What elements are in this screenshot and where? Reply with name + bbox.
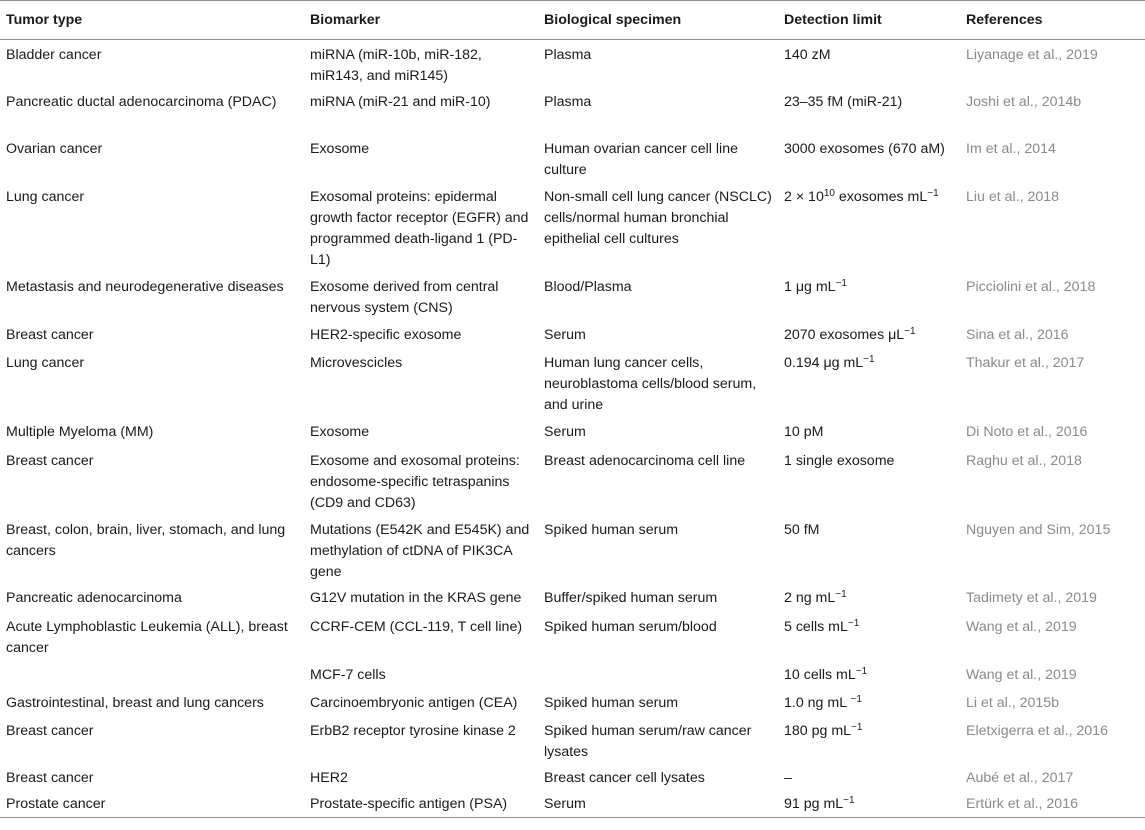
limit-exponent: −1 (843, 795, 855, 806)
limit-exponent: 10 (823, 188, 835, 199)
cell-specimen: Serum (544, 424, 586, 440)
limit-text: 5 cells mL (784, 619, 848, 635)
limit-exponent: −1 (835, 278, 847, 289)
cell-tumor-type: Breast cancer (6, 453, 94, 469)
limit-exponent: −1 (850, 694, 862, 705)
cell-reference: Wang et al., 2019 (966, 667, 1077, 683)
cell-detection-limit (778, 763, 960, 789)
cell-biomarker: miRNA (miR-21 and miR-10) (310, 94, 491, 110)
cell-reference: Liyanage et al., 2019 (966, 47, 1098, 63)
table-row (0, 660, 1145, 688)
limit-text: – (784, 770, 792, 786)
cell-biomarker: miRNA (miR-10b, miR-182, miR143, and miR145) (310, 47, 482, 84)
cell-detection-limit (778, 417, 960, 446)
cell-biomarker: Exosome derived from central nervous system (CNS) (310, 279, 499, 316)
cell-specimen: Spiked human serum (544, 522, 679, 538)
cell-detection-limit (778, 688, 960, 716)
cell-specimen: Serum (538, 789, 778, 818)
cell-tumor-type: Lung cancer (6, 189, 85, 205)
cell-detection-limit (778, 446, 960, 515)
cell-detection-limit (778, 87, 960, 134)
table-row (0, 688, 1145, 716)
cell-reference: Wang et al., 2019 (966, 619, 1077, 635)
limit-text: 10 pM (784, 424, 824, 440)
cell-specimen: Breast adenocarcinoma cell line (544, 453, 746, 469)
table-row (0, 87, 1145, 134)
cell-biomarker: Exosome (310, 424, 370, 440)
cell-specimen (538, 660, 778, 688)
cell-biomarker: HER2 (310, 770, 348, 786)
cell-specimen: Human lung cancer cells, neuroblastoma cells/blood serum, and urine (544, 355, 757, 413)
limit-text: 91 pg mL (784, 796, 844, 812)
limit-unit: exosomes mL (834, 189, 928, 205)
limit-text: 2 ng mL (784, 590, 836, 606)
table-row (0, 182, 1145, 272)
table-row (0, 612, 1145, 660)
limit-text: 1 single exosome (784, 453, 895, 469)
table-row (0, 134, 1145, 182)
cell-specimen: Spiked human serum/raw cancer lysates (544, 723, 752, 760)
cell-detection-limit (778, 515, 960, 583)
cell-reference: Thakur et al., 2017 (966, 355, 1085, 371)
cell-reference: Liu et al., 2018 (966, 189, 1060, 205)
cell-reference: Nguyen and Sim, 2015 (966, 522, 1111, 538)
header-tumor-type: Tumor type (0, 0, 304, 40)
limit-text: 10 cells mL (784, 667, 856, 683)
cell-specimen: Buffer/spiked human serum (544, 590, 718, 606)
cell-specimen: Plasma (544, 94, 592, 110)
header-references: References (960, 0, 1145, 40)
limit-text: 0.194 μg mL (784, 355, 864, 371)
cell-reference: Aubé et al., 2017 (966, 770, 1074, 786)
limit-text: 140 zM (784, 47, 831, 63)
limit-text: 180 pg mL (784, 723, 852, 739)
limit-exponent: −1 (835, 589, 847, 600)
cell-tumor-type: Lung cancer (6, 355, 85, 371)
cell-detection-limit (778, 272, 960, 320)
header-specimen: Biological specimen (538, 0, 778, 40)
table-header-row (0, 0, 1145, 40)
table-row (0, 716, 1145, 763)
cell-biomarker: G12V mutation in the KRAS gene (310, 590, 522, 606)
cell-specimen: Human ovarian cancer cell line culture (544, 141, 738, 178)
table-row (0, 417, 1145, 446)
cell-tumor-type: Multiple Myeloma (MM) (6, 424, 154, 440)
cell-detection-limit (778, 789, 960, 818)
cell-detection-limit (778, 583, 960, 612)
cell-specimen: Plasma (544, 47, 592, 63)
cell-biomarker: Mutations (E542K and E545K) and methylation of ctDNA of PIK3CA gene (310, 522, 530, 580)
table-row (0, 348, 1145, 417)
cell-tumor-type: Gastrointestinal, breast and lung cancers (6, 695, 264, 711)
header-biomarker: Biomarker (304, 0, 538, 40)
cell-reference: Di Noto et al., 2016 (966, 424, 1088, 440)
limit-text: 3000 exosomes (670 aM) (784, 141, 945, 157)
cell-tumor-type: Breast cancer (6, 327, 94, 343)
cell-biomarker: Prostate-specific antigen (PSA) (304, 789, 538, 818)
table-row (0, 515, 1145, 583)
cell-tumor-type: Breast, colon, brain, liver, stomach, and lung cancers (6, 522, 286, 559)
cell-biomarker: CCRF-CEM (CCL-119, T cell line) (310, 619, 523, 635)
limit-unit-exponent: −1 (927, 188, 939, 199)
cell-specimen: Spiked human serum (544, 695, 679, 711)
cell-tumor-type: Acute Lymphoblastic Leukemia (ALL), breast cancer (6, 619, 288, 656)
limit-exponent: −1 (855, 666, 868, 677)
cell-specimen: Breast cancer cell lysates (544, 770, 705, 786)
limit-text: 2 × 10 (784, 189, 824, 205)
table-row (0, 446, 1145, 515)
table-row (0, 272, 1145, 320)
cell-tumor-type: Ovarian cancer (6, 141, 103, 157)
cell-detection-limit (778, 660, 960, 688)
cell-reference: Tadimety et al., 2019 (966, 590, 1097, 606)
cell-specimen: Non-small cell lung cancer (NSCLC) cells/normal human bronchial epithelial cell cultures (544, 189, 772, 247)
limit-exponent: −1 (851, 722, 863, 733)
cell-biomarker: Exosome and exosomal proteins: endosome-specific tetraspanins (CD9 and CD63) (310, 453, 520, 511)
limit-text: 1 μg mL (784, 279, 836, 295)
cell-reference: Joshi et al., 2014b (966, 94, 1082, 110)
cell-reference: Sina et al., 2016 (966, 327, 1069, 343)
cell-detection-limit (778, 134, 960, 182)
cell-tumor-type: Bladder cancer (6, 47, 102, 63)
cell-detection-limit (778, 716, 960, 763)
limit-text: 23–35 fM (miR-21) (784, 94, 903, 110)
cell-biomarker: Exosome (310, 141, 370, 157)
cell-biomarker: ErbB2 receptor tyrosine kinase 2 (310, 723, 516, 739)
table-top-rule (0, 0, 1145, 1)
cell-reference: Eletxigerra et al., 2016 (966, 723, 1108, 739)
header-detection-limit: Detection limit (778, 0, 960, 40)
cell-reference: Ertürk et al., 2016 (960, 789, 1145, 818)
limit-exponent: −1 (863, 354, 875, 365)
cell-biomarker: Microvescicles (310, 355, 403, 371)
limit-text: 1.0 ng mL (784, 695, 851, 711)
cell-detection-limit (778, 612, 960, 660)
cell-reference: Li et al., 2015b (966, 695, 1060, 711)
limit-text: 50 fM (784, 522, 820, 538)
cell-detection-limit (778, 348, 960, 417)
cell-reference: Picciolini et al., 2018 (966, 279, 1096, 295)
cell-biomarker: HER2-specific exosome (310, 327, 462, 343)
cell-tumor-type (0, 660, 304, 688)
cell-tumor-type: Breast cancer (6, 723, 94, 739)
cell-biomarker: MCF-7 cells (310, 667, 386, 683)
cell-detection-limit (778, 182, 960, 272)
cell-reference: Im et al., 2014 (966, 141, 1056, 157)
cell-specimen: Spiked human serum/blood (544, 619, 717, 635)
cell-tumor-type: Pancreatic ductal adenocarcinoma (PDAC) (6, 94, 277, 110)
table-row (0, 40, 1145, 88)
limit-exponent: −1 (847, 618, 860, 629)
cell-detection-limit (778, 320, 960, 348)
table-row (0, 763, 1145, 789)
cell-detection-limit (778, 40, 960, 88)
cell-specimen: Serum (544, 327, 586, 343)
table-row (0, 583, 1145, 612)
table-row (0, 789, 1145, 818)
cell-biomarker: Exosomal proteins: epidermal growth factor receptor (EGFR) and programmed death-ligand 1 (PD-L1) (310, 189, 529, 268)
cell-tumor-type: Prostate cancer (0, 789, 304, 818)
cell-reference: Raghu et al., 2018 (966, 453, 1082, 469)
cell-tumor-type: Pancreatic adenocarcinoma (6, 590, 182, 606)
limit-text: 2070 exosomes μL (784, 327, 905, 343)
limit-exponent: −1 (904, 326, 916, 337)
cell-tumor-type: Metastasis and neurodegenerative diseases (6, 279, 284, 295)
cell-biomarker: Carcinoembryonic antigen (CEA) (310, 695, 518, 711)
table-row (0, 320, 1145, 348)
cell-tumor-type: Breast cancer (6, 770, 94, 786)
table-body (0, 40, 1145, 818)
cell-specimen: Blood/Plasma (544, 279, 632, 295)
